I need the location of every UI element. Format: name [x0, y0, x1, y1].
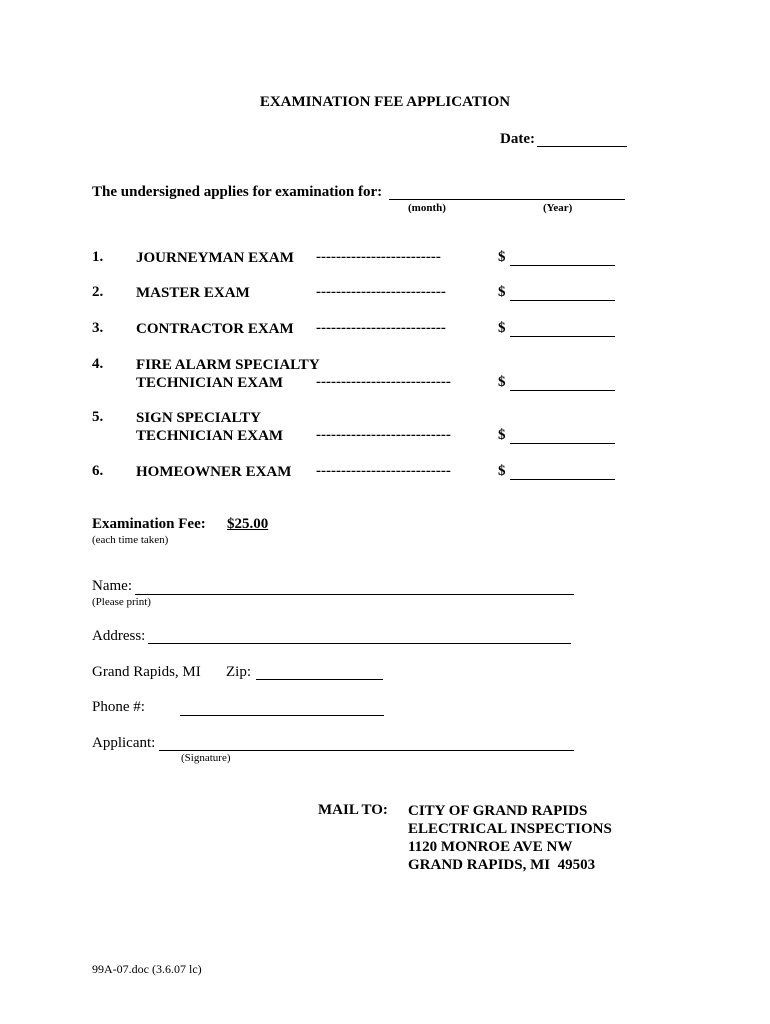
date-field[interactable]: [537, 146, 627, 147]
exam-fee-field[interactable]: [510, 479, 615, 480]
mail-address-line: GRAND RAPIDS, MI 49503: [408, 857, 596, 873]
mail-to-label: MAIL TO:: [318, 802, 388, 818]
leader-dashes: ---------------------------: [316, 427, 451, 443]
phone-label: Phone #:: [92, 699, 145, 715]
intro-text: The undersigned applies for examination for:: [92, 184, 383, 200]
exam-fee-field[interactable]: [510, 336, 615, 337]
exam-fee-field[interactable]: [510, 300, 615, 301]
mail-address-line: ELECTRICAL INSPECTIONS: [408, 821, 612, 837]
city-label: Grand Rapids, MI: [92, 664, 201, 680]
name-field[interactable]: [135, 594, 574, 595]
phone-field[interactable]: [180, 715, 384, 716]
exam-number: 4.: [92, 356, 104, 372]
exam-name: MASTER EXAM: [136, 285, 250, 301]
exam-number: 6.: [92, 463, 104, 479]
fee-amount: $25.00: [227, 516, 269, 532]
signature-field[interactable]: [159, 750, 574, 751]
zip-field[interactable]: [256, 679, 383, 680]
fee-label: Examination Fee:: [92, 516, 206, 532]
address-field[interactable]: [148, 643, 571, 644]
exam-name: JOURNEYMAN EXAM: [136, 250, 294, 266]
document-footer: 99A-07.doc (3.6.07 lc): [92, 962, 202, 976]
mail-address-line: CITY OF GRAND RAPIDS: [408, 803, 588, 819]
exam-number: 2.: [92, 284, 104, 300]
exam-fee-field[interactable]: [510, 390, 615, 391]
dollar-sign: $: [498, 249, 506, 265]
mail-address-line: 1120 MONROE AVE NW: [408, 839, 573, 855]
month-label: (month): [408, 202, 446, 214]
dollar-sign: $: [498, 284, 506, 300]
exam-name-line2: TECHNICIAN EXAM: [136, 428, 284, 444]
exam-name: FIRE ALARM SPECIALTY: [136, 357, 320, 373]
dollar-sign: $: [498, 320, 506, 336]
leader-dashes: ---------------------------: [316, 374, 451, 390]
year-label: (Year): [543, 202, 573, 214]
fee-note: (each time taken): [92, 534, 169, 546]
page-title: EXAMINATION FEE APPLICATION: [259, 94, 511, 110]
dollar-sign: $: [498, 463, 506, 479]
signature-note: (Signature): [181, 752, 231, 764]
exam-name: SIGN SPECIALTY: [136, 410, 261, 426]
exam-period-field[interactable]: [389, 199, 625, 200]
dollar-sign: $: [498, 374, 506, 390]
name-note: (Please print): [92, 596, 151, 608]
date-label: Date:: [500, 131, 535, 147]
exam-number: 3.: [92, 320, 104, 336]
exam-number: 5.: [92, 409, 104, 425]
leader-dashes: ---------------------------: [316, 463, 451, 479]
leader-dashes: -------------------------: [316, 249, 441, 265]
name-label: Name:: [92, 578, 132, 594]
dollar-sign: $: [498, 427, 506, 443]
address-label: Address:: [92, 628, 146, 644]
exam-name: HOMEOWNER EXAM: [136, 464, 292, 480]
leader-dashes: --------------------------: [316, 284, 446, 300]
zip-label: Zip:: [226, 664, 251, 680]
exam-number: 1.: [92, 249, 104, 265]
exam-fee-field[interactable]: [510, 265, 615, 266]
leader-dashes: --------------------------: [316, 320, 446, 336]
exam-name-line2: TECHNICIAN EXAM: [136, 375, 284, 391]
exam-fee-field[interactable]: [510, 443, 615, 444]
exam-name: CONTRACTOR EXAM: [136, 321, 294, 337]
applicant-label: Applicant:: [92, 735, 156, 751]
